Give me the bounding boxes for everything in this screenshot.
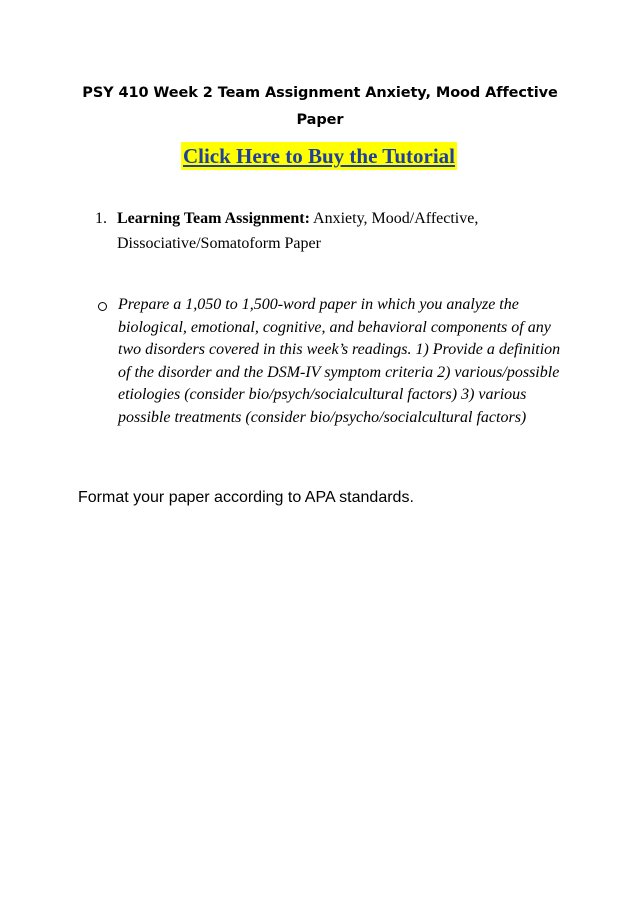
assignment-description: Anxiety, Mood/Affective, Dissociative/Somatoform Paper <box>117 210 479 252</box>
bullet-icon <box>98 302 107 311</box>
assignment-label: Learning Team Assignment: <box>117 210 310 227</box>
buy-link-container <box>0 142 638 170</box>
assignment-content <box>117 206 575 256</box>
bullet-list-item <box>98 294 568 430</box>
page-title: PSY 410 Week 2 Team Assignment Anxiety, Mood Affective Paper <box>82 85 558 128</box>
list-number: 1. <box>95 210 107 227</box>
bullet-text: Prepare a 1,050 to 1,500-word paper in which you analyze the biological, emotional, cognitive, and behavioral components of any two disorders covered in this week’s readings. 1) Provide a definition of the disorder and the DSM-IV symptom criteria 2) various/possible etiologies (consider bio/psych/socialcultural factors) 3) various possible treatments (consider bio/psycho/socialcultural factors) <box>118 296 561 426</box>
buy-tutorial-link[interactable]: Click Here to Buy the Tutorial <box>182 144 456 168</box>
assignment-list-item <box>95 206 575 256</box>
format-note: Format your paper according to APA standards. <box>78 489 414 506</box>
